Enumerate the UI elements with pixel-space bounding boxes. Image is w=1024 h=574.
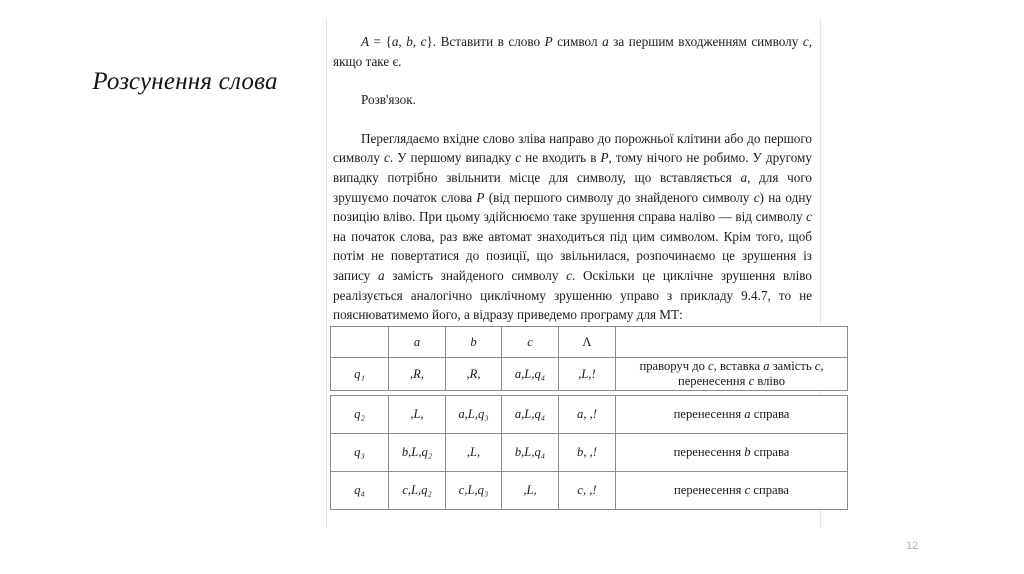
table-row <box>331 434 848 472</box>
cell-q4-a: c,L,q₂ <box>389 472 446 510</box>
cell-q3-blank: b, ,! <box>559 434 616 472</box>
cell-q3-a: b,L,q₂ <box>389 434 446 472</box>
cell-q1-b: ,R, <box>446 358 502 391</box>
cell-q4-description: перенесення c справа <box>616 472 848 510</box>
header-cell-description <box>616 327 848 358</box>
cell-q1-a: ,R, <box>389 358 446 391</box>
header-cell-b: b <box>446 327 502 358</box>
cell-state-q2: q₂ <box>331 396 389 434</box>
cell-state-q4: q₄ <box>331 472 389 510</box>
cell-q2-c: a,L,q₄ <box>502 396 559 434</box>
problem-statement-paragraph: A = {a, b, c}. Вставити в слово P символ a за першим входженням символу c, якщо таке є. <box>333 34 812 69</box>
cell-q2-description: перенесення a справа <box>616 396 848 434</box>
cell-state-q3: q₃ <box>331 434 389 472</box>
table-row <box>331 472 848 510</box>
cell-q4-blank: c, ,! <box>559 472 616 510</box>
cell-q1-description: праворуч до c, вставка a замість c, перенесення c вліво <box>616 358 848 391</box>
cell-q1-blank: ,L,! <box>559 358 616 391</box>
solution-body-paragraph: Переглядаємо вхідне слово зліва направо до порожньої клітини або до першого символу c. У першому випадку c не входить в P, тому нічого не робимо. У другому випадку потрібно звільнити місце для символу, що вставляється a, для чого зрушуємо початок слова P (від першого символу до знайденого символу c) на одну позицію вліво. При цьому здійснюємо таке зрушення справа наліво — від символу c на початок слова, раз вже автомат знаходиться під цим символом. Крім того, щоб потім не повертатися до позиції, що звільнилася, розпочинаємо це зрушення із запису a замість знайденого символу c. Оскільки це циклічне зрушення вліво реалізується аналогічно циклічному зрушенню управо з прикладу 9.4.7, то не пояснюватимемо його, а відразу приведемо програму для МТ: <box>333 130 812 323</box>
cell-q3-b: ,L, <box>446 434 502 472</box>
header-cell-c: c <box>502 327 559 358</box>
cell-q4-b: c,L,q₃ <box>446 472 502 510</box>
page-number: 12 <box>906 540 919 552</box>
solution-label: Розв'язок. <box>361 92 416 108</box>
header-cell-a: a <box>389 327 446 358</box>
table-row <box>331 396 848 434</box>
header-cell-state <box>331 327 389 358</box>
page-title: Розсунення слова <box>92 68 278 95</box>
cell-q4-c: ,L, <box>502 472 559 510</box>
header-cell-blank: Λ <box>559 327 616 358</box>
cell-q2-a: ,L, <box>389 396 446 434</box>
cell-q1-c: a,L,q₄ <box>502 358 559 391</box>
table-row <box>331 358 848 391</box>
table-header-row <box>331 327 848 358</box>
cell-q2-blank: a, ,! <box>559 396 616 434</box>
cell-state-q1: q₁ <box>331 358 389 391</box>
cell-q3-c: b,L,q₄ <box>502 434 559 472</box>
cell-q3-description: перенесення b справа <box>616 434 848 472</box>
tm-table-block-second <box>330 395 848 510</box>
tm-table-block-first <box>330 326 848 391</box>
turing-machine-table <box>330 326 824 510</box>
cell-q2-b: a,L,q₃ <box>446 396 502 434</box>
